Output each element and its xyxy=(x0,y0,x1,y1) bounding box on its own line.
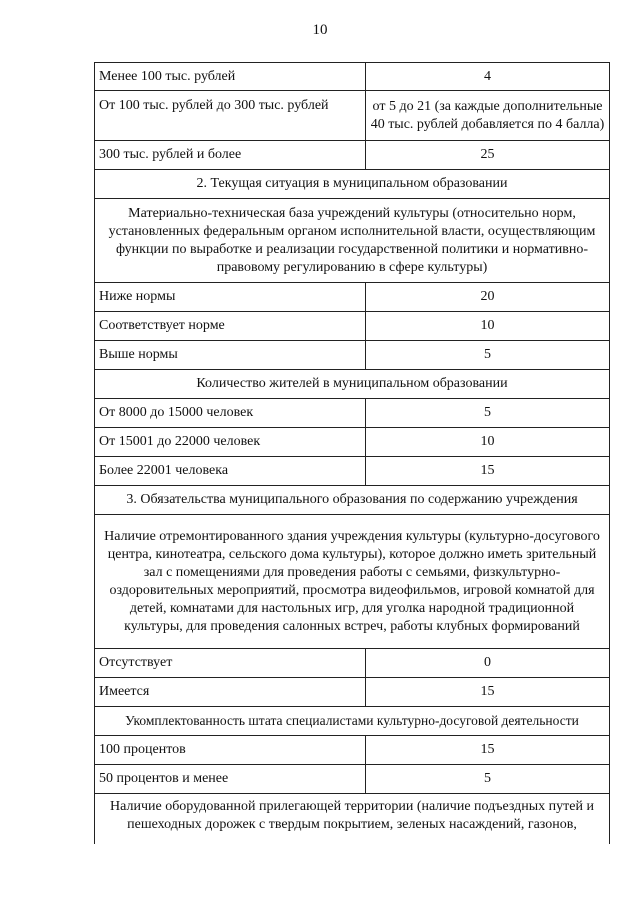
section-heading: 2. Текущая ситуация в муниципальном образовании xyxy=(95,170,610,199)
table-row xyxy=(95,428,610,457)
row-label: 100 процентов xyxy=(95,736,366,765)
table-row xyxy=(95,399,610,428)
row-value: от 5 до 21 (за каждые дополнительные 40 тыс. рублей добавляется по 4 балла) xyxy=(366,91,610,141)
page-number: 10 xyxy=(312,22,328,38)
row-value: 15 xyxy=(366,678,610,707)
row-label: 50 процентов и менее xyxy=(95,765,366,794)
subsection-heading: Материально-техническая база учреждений культуры (относительно норм, установленных федеральным органом исполнительной власти, осуществляющим функции по выработке и реализации государственной политики и нормативно-правовому регулированию в сфере культуры) xyxy=(95,199,610,283)
row-label: Соответствует норме xyxy=(95,312,366,341)
subsection-heading: Наличие оборудованной прилегающей территории (наличие подъездных путей и пешеходных дорожек с твердым покрытием, зеленых насаждений, газонов, xyxy=(95,794,610,844)
row-value: 5 xyxy=(366,341,610,370)
row-label: Имеется xyxy=(95,678,366,707)
row-label: От 8000 до 15000 человек xyxy=(95,399,366,428)
row-value: 25 xyxy=(366,141,610,170)
subsection-heading-row xyxy=(95,370,610,399)
row-label: Менее 100 тыс. рублей xyxy=(95,63,366,91)
section-heading-row xyxy=(95,170,610,199)
row-label: 300 тыс. рублей и более xyxy=(95,141,366,170)
row-label: От 100 тыс. рублей до 300 тыс. рублей xyxy=(95,91,366,141)
row-value: 0 xyxy=(366,649,610,678)
subsection-heading: Наличие отремонтированного здания учреждения культуры (культурно-досугового центра, кинотеатра, сельского дома культуры), которое должно иметь зрительный зал с помещениями для проведения работы с семьями, физкультурно-оздоровительных мероприятий, просмотра видеофильмов, игровой комнатой для детей, комнатами для настольных игр, для уголка народной традиционной культуры, для проведения салонных встреч, работы клубных формирований xyxy=(95,515,610,649)
table-row xyxy=(95,678,610,707)
row-value: 10 xyxy=(366,312,610,341)
subsection-heading-row xyxy=(95,199,610,283)
row-label: Ниже нормы xyxy=(95,283,366,312)
row-value: 15 xyxy=(366,457,610,486)
table-row xyxy=(95,649,610,678)
row-label: Более 22001 человека xyxy=(95,457,366,486)
subsection-heading-row xyxy=(95,515,610,649)
row-value: 20 xyxy=(366,283,610,312)
table-row xyxy=(95,457,610,486)
table-row xyxy=(95,312,610,341)
subsection-heading: Укомплектованность штата специалистами культурно-досуговой деятельности xyxy=(95,707,610,736)
row-value: 4 xyxy=(366,63,610,91)
section-heading-row xyxy=(95,486,610,515)
table-row xyxy=(95,736,610,765)
row-label: Выше нормы xyxy=(95,341,366,370)
subsection-heading-row xyxy=(95,794,610,844)
row-value: 10 xyxy=(366,428,610,457)
subsection-heading: Количество жителей в муниципальном образовании xyxy=(95,370,610,399)
row-value: 15 xyxy=(366,736,610,765)
table-row xyxy=(95,341,610,370)
subsection-heading-row xyxy=(95,707,610,736)
row-label: От 15001 до 22000 человек xyxy=(95,428,366,457)
table-row xyxy=(95,63,610,91)
table-row xyxy=(95,283,610,312)
table-row xyxy=(95,91,610,141)
criteria-table xyxy=(94,62,610,844)
table-row xyxy=(95,765,610,794)
row-value: 5 xyxy=(366,765,610,794)
table-row xyxy=(95,141,610,170)
section-heading: 3. Обязательства муниципального образования по содержанию учреждения xyxy=(95,486,610,515)
row-label: Отсутствует xyxy=(95,649,366,678)
row-value: 5 xyxy=(366,399,610,428)
